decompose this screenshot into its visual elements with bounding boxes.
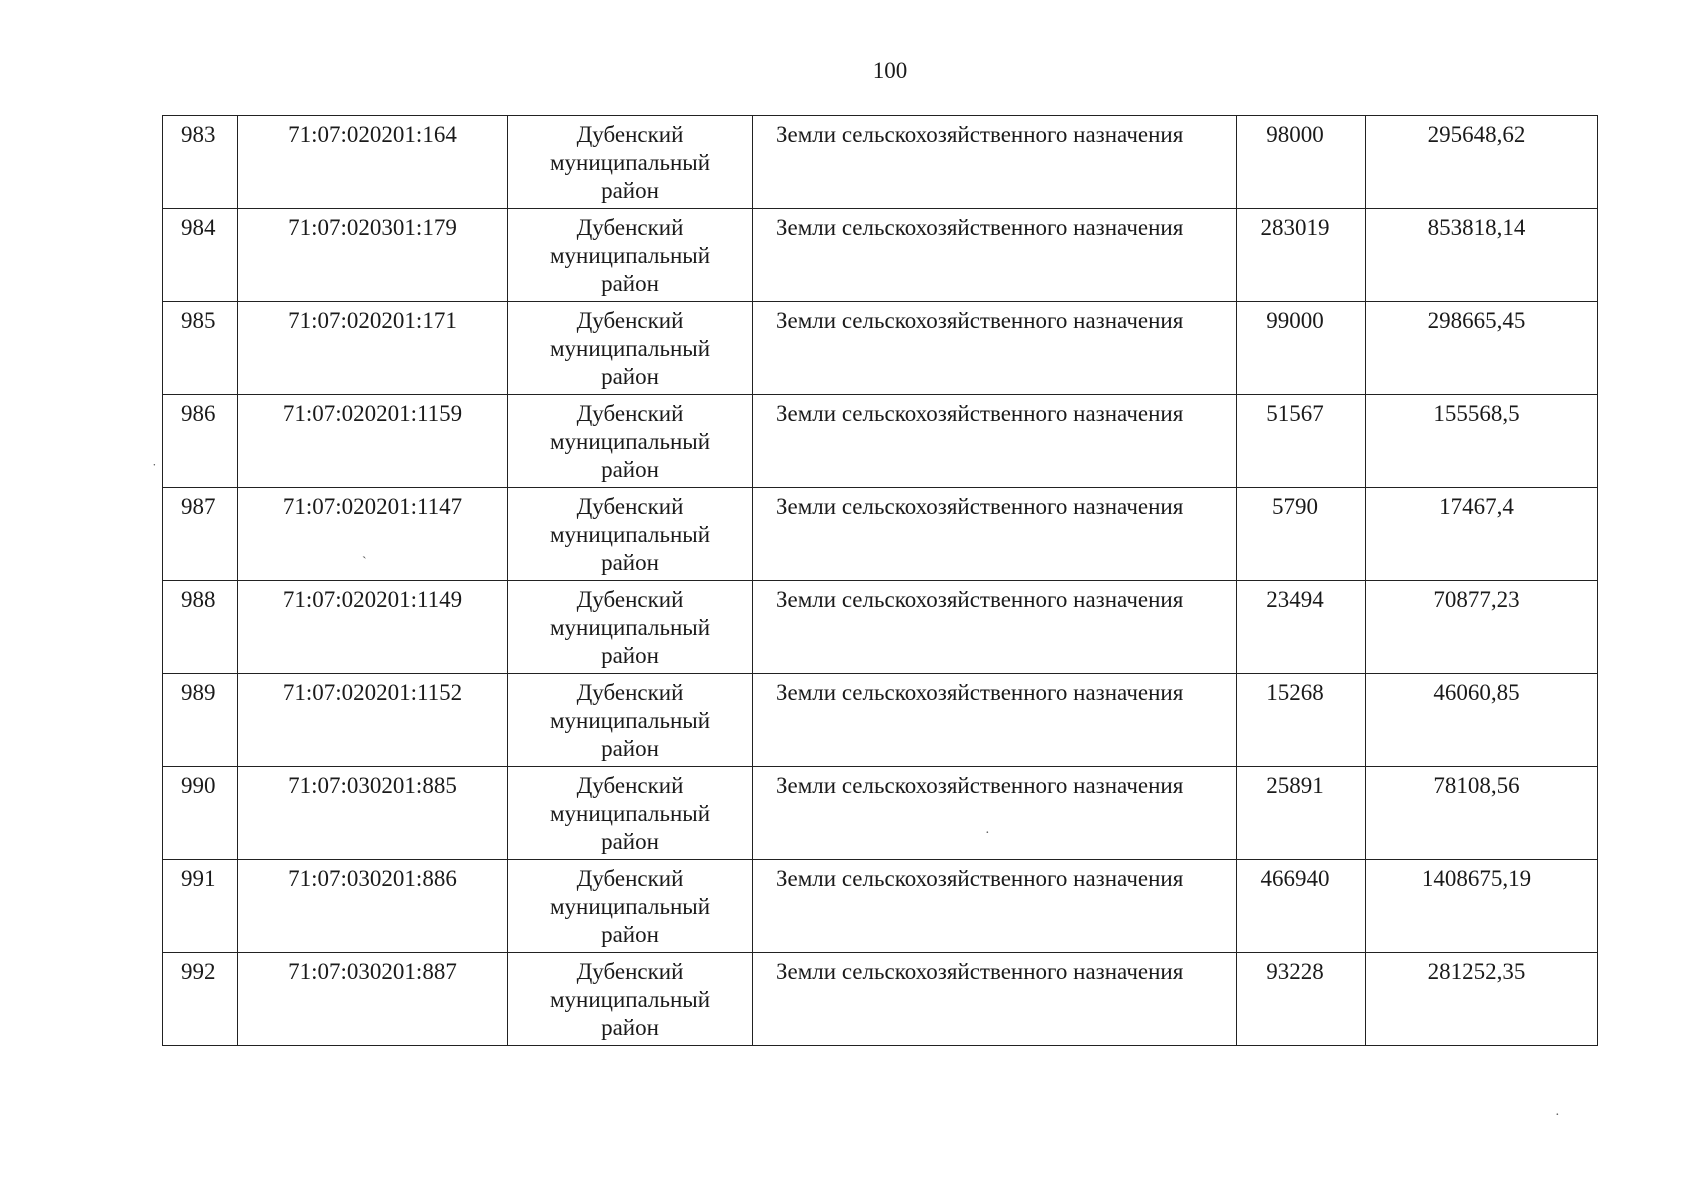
land-category-cell: Земли сельскохозяйственного назначения	[753, 395, 1237, 488]
district-line: Дубенский	[576, 959, 684, 984]
scan-speck: ·	[1555, 1108, 1560, 1123]
district-cell	[508, 116, 753, 209]
area-cell: 25891	[1237, 767, 1366, 860]
table-row	[163, 395, 1598, 488]
table-row	[163, 209, 1598, 302]
district-line: муниципальный	[549, 429, 711, 454]
district-line: район	[601, 922, 659, 947]
cadastral-value-cell: 298665,45	[1366, 302, 1598, 395]
area-cell: 283019	[1237, 209, 1366, 302]
land-plots-table	[162, 115, 1598, 1046]
district-line: муниципальный	[549, 894, 711, 919]
row-number-cell: 988	[163, 581, 238, 674]
district-line: район	[601, 1015, 659, 1040]
cadastral-number-cell: 71:07:020201:1147	[238, 488, 508, 581]
district-cell	[508, 581, 753, 674]
district-line: Дубенский	[576, 773, 684, 798]
district-line: муниципальный	[549, 708, 711, 733]
district-line: район	[601, 457, 659, 482]
land-category-cell: Земли сельскохозяйственного назначения	[753, 581, 1237, 674]
cadastral-value-cell: 17467,4	[1366, 488, 1598, 581]
district-line: Дубенский	[576, 494, 684, 519]
district-line: муниципальный	[549, 336, 711, 361]
area-cell: 99000	[1237, 302, 1366, 395]
cadastral-number-cell: 71:07:020201:164	[238, 116, 508, 209]
land-category-cell: Земли сельскохозяйственного назначения	[753, 860, 1237, 953]
table-row	[163, 953, 1598, 1046]
district-line: район	[601, 643, 659, 668]
area-cell: 93228	[1237, 953, 1366, 1046]
land-category-cell: Земли сельскохозяйственного назначения	[753, 674, 1237, 767]
district-cell	[508, 302, 753, 395]
row-number-cell: 989	[163, 674, 238, 767]
cadastral-value-cell: 1408675,19	[1366, 860, 1598, 953]
table-row	[163, 767, 1598, 860]
cadastral-value-cell: 78108,56	[1366, 767, 1598, 860]
page-number: 100	[872, 58, 908, 83]
cadastral-value-cell: 295648,62	[1366, 116, 1598, 209]
district-cell	[508, 953, 753, 1046]
land-category-cell: Земли сельскохозяйственного назначения	[753, 209, 1237, 302]
cadastral-value-cell: 155568,5	[1366, 395, 1598, 488]
district-line: район	[601, 550, 659, 575]
area-cell: 5790	[1237, 488, 1366, 581]
cadastral-number-cell: 71:07:030201:886	[238, 860, 508, 953]
district-line: район	[601, 364, 659, 389]
scan-speck: ˙	[152, 462, 157, 477]
row-number-cell: 986	[163, 395, 238, 488]
cadastral-value-cell: 70877,23	[1366, 581, 1598, 674]
cadastral-value-cell: 853818,14	[1366, 209, 1598, 302]
area-cell: 15268	[1237, 674, 1366, 767]
row-number-cell: 992	[163, 953, 238, 1046]
district-line: муниципальный	[549, 522, 711, 547]
row-number-cell: 991	[163, 860, 238, 953]
cadastral-number-cell: 71:07:030201:887	[238, 953, 508, 1046]
district-cell	[508, 209, 753, 302]
district-line: муниципальный	[549, 801, 711, 826]
row-number-cell: 987	[163, 488, 238, 581]
row-number-cell: 985	[163, 302, 238, 395]
cadastral-number-cell: 71:07:020201:1152	[238, 674, 508, 767]
district-line: Дубенский	[576, 866, 684, 891]
district-line: муниципальный	[549, 987, 711, 1012]
district-line: Дубенский	[576, 215, 684, 240]
area-cell: 23494	[1237, 581, 1366, 674]
land-category-cell: Земли сельскохозяйственного назначения	[753, 116, 1237, 209]
district-line: Дубенский	[576, 587, 684, 612]
table-row	[163, 860, 1598, 953]
table-row	[163, 488, 1598, 581]
table-row	[163, 581, 1598, 674]
table-row	[163, 116, 1598, 209]
district-cell	[508, 488, 753, 581]
cadastral-number-cell: 71:07:030201:885	[238, 767, 508, 860]
district-line: район	[601, 829, 659, 854]
row-number-cell: 990	[163, 767, 238, 860]
row-number-cell: 984	[163, 209, 238, 302]
table-row	[163, 674, 1598, 767]
district-line: район	[601, 271, 659, 296]
cadastral-number-cell: 71:07:020201:171	[238, 302, 508, 395]
row-number-cell: 983	[163, 116, 238, 209]
area-cell: 51567	[1237, 395, 1366, 488]
district-cell	[508, 674, 753, 767]
land-category-cell: Земли сельскохозяйственного назначения	[753, 302, 1237, 395]
district-line: район	[601, 736, 659, 761]
land-category-cell: Земли сельскохозяйственного назначения	[753, 488, 1237, 581]
district-cell	[508, 767, 753, 860]
district-line: Дубенский	[576, 122, 684, 147]
area-cell: 466940	[1237, 860, 1366, 953]
district-cell	[508, 860, 753, 953]
district-line: Дубенский	[576, 308, 684, 333]
cadastral-number-cell: 71:07:020301:179	[238, 209, 508, 302]
land-category-cell: Земли сельскохозяйственного назначения	[753, 767, 1237, 860]
scan-speck: ·	[985, 826, 990, 841]
table-row	[163, 302, 1598, 395]
district-line: муниципальный	[549, 150, 711, 175]
cadastral-number-cell: 71:07:020201:1159	[238, 395, 508, 488]
scan-speck: `	[362, 555, 367, 570]
district-line: муниципальный	[549, 615, 711, 640]
area-cell: 98000	[1237, 116, 1366, 209]
land-category-cell: Земли сельскохозяйственного назначения	[753, 953, 1237, 1046]
table-body	[163, 116, 1598, 1046]
district-cell	[508, 395, 753, 488]
cadastral-number-cell: 71:07:020201:1149	[238, 581, 508, 674]
district-line: Дубенский	[576, 680, 684, 705]
district-line: Дубенский	[576, 401, 684, 426]
cadastral-value-cell: 281252,35	[1366, 953, 1598, 1046]
cadastral-value-cell: 46060,85	[1366, 674, 1598, 767]
district-line: муниципальный	[549, 243, 711, 268]
district-line: район	[601, 178, 659, 203]
